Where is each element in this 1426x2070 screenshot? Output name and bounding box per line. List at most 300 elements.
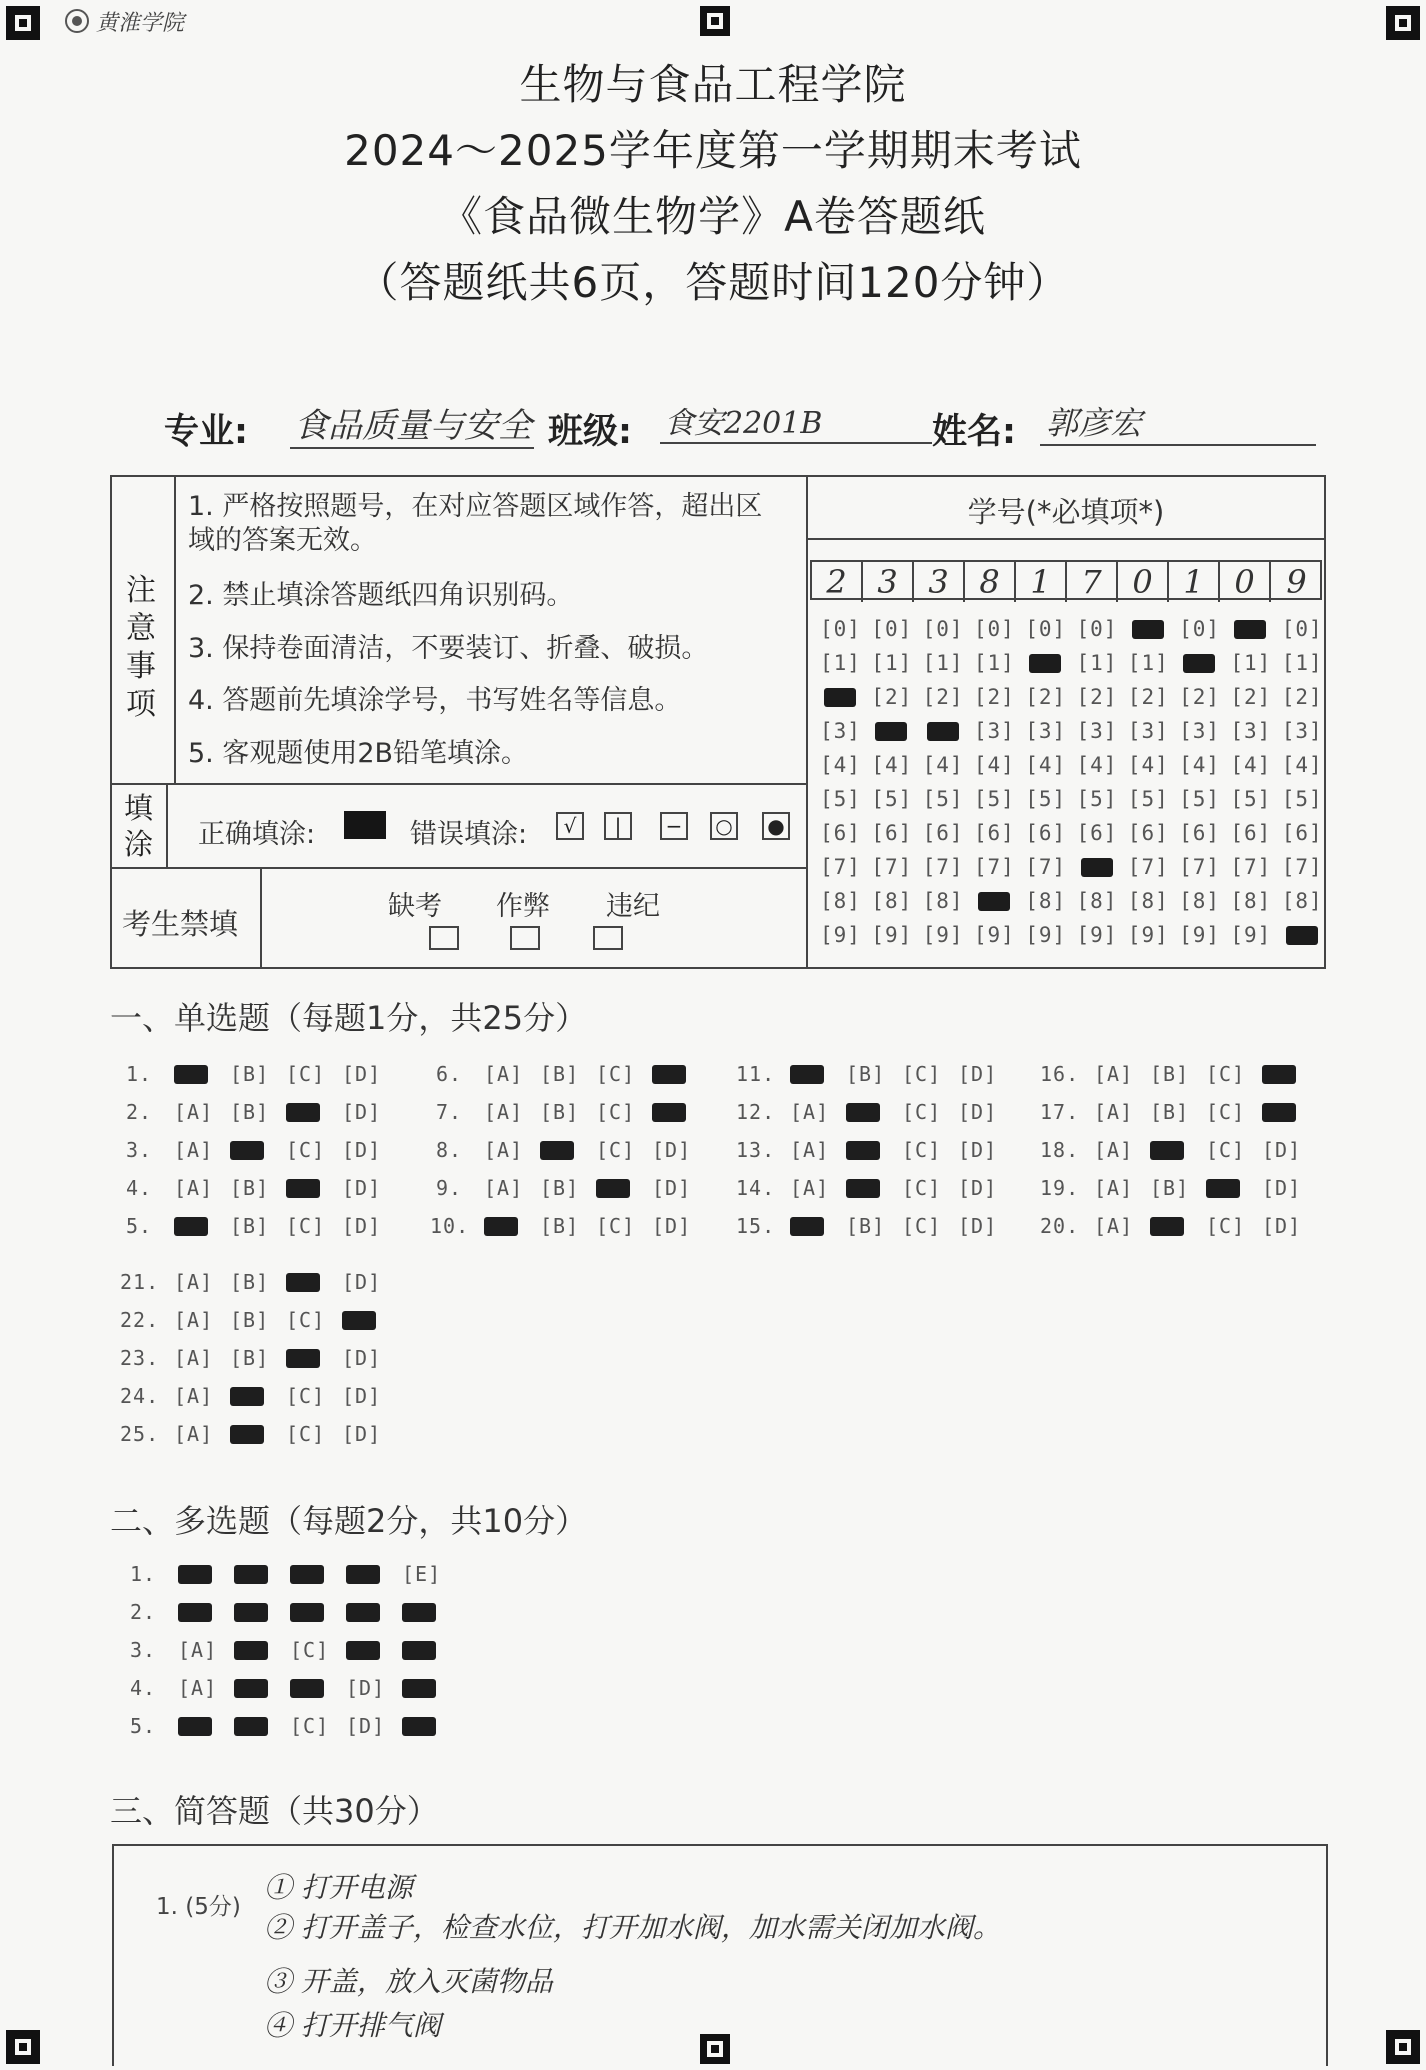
question-number: 14. [736,1176,776,1200]
answer-bubble[interactable]: [C] [1206,1100,1246,1124]
school-logo [64,4,184,38]
answer-bubble[interactable]: [B] [540,1176,580,1200]
question-number: 4. [126,1176,153,1200]
answer-bubble[interactable]: [D] [652,1138,692,1162]
student-id-bubble[interactable]: [5] [1281,787,1323,811]
student-id-bubble[interactable]: [8] [1230,889,1272,913]
answer-bubble[interactable]: [A] [174,1346,214,1370]
answer-bubble[interactable]: [C] [290,1638,330,1662]
answer-bubble[interactable]: [B] [230,1308,270,1332]
student-id-bubble[interactable]: [2] [1179,685,1221,709]
answer-bubble[interactable]: [A] [1094,1176,1134,1200]
student-id-bubble[interactable]: [5] [1127,787,1169,811]
answer-bubble-filled[interactable] [286,1273,320,1292]
student-id-digit[interactable]: 3 [914,562,965,602]
question-number: 2. [126,1100,153,1124]
answer-bubble-filled[interactable] [178,1565,212,1584]
student-id-bubble[interactable]: [1] [1281,651,1323,675]
class-value[interactable]: 食安2201B [660,398,932,444]
answer-bubble[interactable]: [B] [230,1062,270,1086]
answer-bubble-filled[interactable] [652,1065,686,1084]
answer-bubble-filled[interactable] [286,1349,320,1368]
answer-bubble[interactable]: [D] [958,1138,998,1162]
school-logo-text: 黄淮学院 [96,10,185,36]
answer-bubble[interactable]: [B] [230,1214,270,1238]
answer-bubble[interactable]: [C] [902,1214,942,1238]
question-number: 1. [130,1562,157,1586]
student-id-digit[interactable]: 1 [1169,562,1220,602]
student-id-bubble[interactable]: [9] [1230,923,1272,947]
answer-bubble[interactable]: [A] [178,1676,218,1700]
question-number: 16. [1040,1062,1080,1086]
student-id-bubble[interactable]: [0] [1025,617,1067,641]
student-id-digit[interactable]: 1 [1016,562,1067,602]
forbidden-violation-box[interactable] [593,926,623,950]
student-id-bubble[interactable]: [6] [871,821,913,845]
student-id-bubble[interactable]: [2] [922,685,964,709]
answer-bubble-filled[interactable] [234,1679,268,1698]
answer-bubble[interactable]: [A] [174,1308,214,1332]
student-id-bubble[interactable]: [0] [973,617,1015,641]
answer-bubble-filled[interactable] [290,1565,324,1584]
answer-bubble[interactable]: [C] [286,1138,326,1162]
student-id-bubble[interactable]: [4] [1127,753,1169,777]
answer-bubble[interactable]: [B] [1150,1176,1190,1200]
student-id-bubble[interactable]: [9] [820,923,861,947]
student-id-bubble[interactable]: [3] [1127,719,1169,743]
wrong-mark-dash: − [660,812,688,840]
name-value[interactable]: 郭彦宏 [1040,398,1316,446]
student-id-bubble[interactable]: [6] [922,821,964,845]
student-id-bubble[interactable]: [2] [1127,685,1169,709]
forbidden-label: 考生禁填 [122,907,239,941]
student-id-bubble[interactable]: [4] [871,753,913,777]
answer-bubble[interactable]: [B] [540,1214,580,1238]
answer-bubble-filled[interactable] [846,1103,880,1122]
answer-bubble[interactable]: [B] [1150,1100,1190,1124]
answer-bubble-filled[interactable] [174,1065,208,1084]
student-id-bubble[interactable]: [6] [820,821,861,845]
answer-bubble-filled[interactable] [846,1179,880,1198]
student-id-bubble[interactable]: [4] [1179,753,1221,777]
student-id-bubble[interactable]: [3] [1076,719,1118,743]
answer-bubble[interactable]: [A] [174,1100,214,1124]
answer-bubble-filled[interactable] [234,1603,268,1622]
answer-bubble[interactable]: [C] [1206,1138,1246,1162]
answer-bubble-filled[interactable] [178,1603,212,1622]
student-id-bubble[interactable]: [7] [1127,855,1169,879]
student-id-bubble[interactable]: [4] [922,753,964,777]
student-id-bubble[interactable]: [7] [1281,855,1323,879]
student-id-bubble-filled[interactable] [1132,620,1164,639]
wrong-mark-circle: ○ [710,812,738,840]
answer-bubble[interactable]: [B] [540,1062,580,1086]
answer-bubble[interactable]: [A] [484,1062,524,1086]
answer-bubble-filled[interactable] [1150,1217,1184,1236]
question-number: 20. [1040,1214,1080,1238]
student-id-bubble[interactable]: [9] [1025,923,1067,947]
student-id-bubble[interactable]: [6] [1076,821,1118,845]
answer-bubble[interactable]: [A] [484,1176,524,1200]
answer-bubble-filled[interactable] [342,1311,376,1330]
question-number: 6. [436,1062,463,1086]
student-id-bubble[interactable]: [2] [871,685,913,709]
answer-bubble[interactable]: [A] [174,1422,214,1446]
answer-bubble[interactable]: [B] [230,1270,270,1294]
student-id-bubble[interactable]: [7] [871,855,913,879]
student-id-bubble-filled[interactable] [1286,926,1318,945]
student-id-digit[interactable]: 0 [1220,562,1271,602]
student-id-bubble[interactable]: [5] [1076,787,1118,811]
answer-bubble[interactable]: [D] [1262,1138,1302,1162]
answer-bubble-filled[interactable] [234,1717,268,1736]
answer-bubble[interactable]: [A] [790,1100,830,1124]
header-exam: 2024～2025学年度第一学期期末考试 [344,126,1082,175]
answer-bubble[interactable]: [A] [178,1638,218,1662]
question-number: 24. [120,1384,160,1408]
answer-bubble-filled[interactable] [1150,1141,1184,1160]
student-id-bubble[interactable]: [7] [1230,855,1272,879]
student-id-bubble-filled[interactable] [1029,654,1061,673]
answer-bubble[interactable]: [A] [790,1176,830,1200]
answer-bubble[interactable]: [A] [484,1100,524,1124]
student-id-bubble[interactable]: [6] [1230,821,1272,845]
student-id-bubble[interactable]: [8] [922,889,964,913]
notice-item-3: 3. 保持卷面清洁，不要装订、折叠、破损。 [188,633,709,664]
student-id-bubble[interactable]: [1] [1230,651,1272,675]
answer-bubble[interactable]: [D] [342,1176,382,1200]
answer-bubble[interactable]: [D] [342,1214,382,1238]
student-id-bubble-filled[interactable] [978,892,1010,911]
question-number: 12. [736,1100,776,1124]
section2-title: 二、多选题（每题2分，共10分） [110,1502,588,1540]
answer-bubble[interactable]: [C] [286,1214,326,1238]
answer-bubble[interactable]: [D] [342,1138,382,1162]
question-number: 5. [130,1714,157,1738]
notice-side-label: 注意事项 [126,573,156,722]
answer-bubble-filled[interactable] [652,1103,686,1122]
wrong-mark-bar: | [604,812,632,840]
answer-bubble[interactable]: [D] [958,1176,998,1200]
header-info: （答题纸共6页，答题时间120分钟） [356,258,1070,307]
answer-bubble-filled[interactable] [174,1217,208,1236]
answer-bubble[interactable]: [D] [1262,1214,1302,1238]
answer-bubble[interactable]: [B] [846,1062,886,1086]
student-id-bubble[interactable]: [9] [973,923,1015,947]
student-id-bubble[interactable]: [3] [1179,719,1221,743]
answer-bubble[interactable]: [D] [958,1062,998,1086]
forbidden-absent-box[interactable] [429,926,459,950]
answer-bubble-filled[interactable] [234,1641,268,1660]
student-id-bubble[interactable]: [9] [922,923,964,947]
answer-bubble[interactable]: [C] [290,1714,330,1738]
answer-bubble-filled[interactable] [402,1603,436,1622]
student-id-bubble[interactable]: [0] [1281,617,1323,641]
answer-bubble[interactable]: [C] [1206,1214,1246,1238]
corner-mark-top-left [6,6,40,40]
answer-bubble[interactable]: [D] [342,1346,382,1370]
student-id-bubble[interactable]: [3] [973,719,1015,743]
student-id-bubble[interactable]: [5] [922,787,964,811]
answer-bubble-filled[interactable] [790,1065,824,1084]
student-id-bubble[interactable]: [1] [973,651,1015,675]
student-id-bubble[interactable]: [6] [1179,821,1221,845]
student-id-bubble[interactable]: [7] [1025,855,1067,879]
student-id-bubble[interactable]: [8] [871,889,913,913]
major-label: 专业: [164,412,248,452]
question-number: 4. [130,1676,157,1700]
answer-bubble[interactable]: [C] [902,1176,942,1200]
major-value[interactable]: 食品质量与安全 [290,398,534,449]
answer-bubble-filled[interactable] [230,1425,264,1444]
student-id-bubble-filled[interactable] [1081,858,1113,877]
student-id-bubble[interactable]: [5] [1025,787,1067,811]
question-number: 21. [120,1270,160,1294]
answer-bubble-filled[interactable] [286,1179,320,1198]
student-id-bubble[interactable]: [6] [1281,821,1323,845]
student-id-bubble[interactable]: [0] [922,617,964,641]
notice-item-4: 4. 答题前先填涂学号，书写姓名等信息。 [188,685,682,716]
student-id-title: 学号(*必填项*) [967,495,1165,529]
answer-bubble-filled[interactable] [346,1641,380,1660]
student-id-digit[interactable]: 8 [965,562,1016,602]
answer-bubble[interactable]: [D] [342,1100,382,1124]
q1-answer-line-1: ① 打开电源 [264,1871,413,1904]
answer-bubble-filled[interactable] [230,1387,264,1406]
answer-bubble[interactable]: [D] [342,1384,382,1408]
notice-item-5: 5. 客观题使用2B铅笔填涂。 [188,738,529,769]
answer-bubble[interactable]: [E] [402,1562,442,1586]
student-id-bubble[interactable]: [6] [1127,821,1169,845]
student-id-bubble-filled[interactable] [824,688,856,707]
answer-bubble[interactable]: [D] [652,1176,692,1200]
student-id-digit[interactable]: 2 [812,562,863,602]
answer-bubble-filled[interactable] [286,1103,320,1122]
answer-bubble[interactable]: [A] [484,1138,524,1162]
student-id-bubble[interactable]: [3] [1230,719,1272,743]
student-id-bubble-filled[interactable] [1234,620,1266,639]
question-number: 23. [120,1346,160,1370]
question-number: 1. [126,1062,153,1086]
question-number: 8. [436,1138,463,1162]
student-id-bubble[interactable]: [4] [1076,753,1118,777]
answer-bubble[interactable]: [C] [596,1138,636,1162]
answer-bubble-filled[interactable] [290,1603,324,1622]
section3-title: 三、简答题（共30分） [110,1792,439,1830]
q1-answer-line-3: ③ 开盖，放入灭菌物品 [264,1965,553,1998]
answer-bubble-filled[interactable] [346,1565,380,1584]
answer-bubble[interactable]: [D] [342,1062,382,1086]
answer-bubble-filled[interactable] [484,1217,518,1236]
answer-bubble-filled[interactable] [402,1679,436,1698]
answer-bubble[interactable]: [C] [1206,1062,1246,1086]
answer-bubble-filled[interactable] [540,1141,574,1160]
divider [110,783,808,785]
notice-side-divider [174,475,176,783]
answer-bubble-filled[interactable] [234,1565,268,1584]
student-id-bubble[interactable]: [0] [820,617,861,641]
alignment-mark-top [700,6,730,36]
forbidden-cheat-label: 作弊 [496,891,550,922]
notice-item-2: 2. 禁止填涂答题纸四角识别码。 [188,580,574,611]
answer-bubble[interactable]: [A] [790,1138,830,1162]
student-id-bubble-filled[interactable] [875,722,907,741]
class-label: 班级: [548,412,632,452]
answer-bubble[interactable]: [D] [958,1100,998,1124]
answer-bubble[interactable]: [C] [286,1308,326,1332]
answer-bubble[interactable]: [C] [902,1062,942,1086]
question-number: 25. [120,1422,160,1446]
student-id-bubble[interactable]: [9] [1179,923,1221,947]
answer-bubble-filled[interactable] [178,1717,212,1736]
corner-mark-top-right [1386,6,1420,40]
answer-bubble[interactable]: [C] [596,1100,636,1124]
student-id-bubble-filled[interactable] [1183,654,1215,673]
answer-bubble-filled[interactable] [346,1603,380,1622]
question-number: 22. [120,1308,160,1332]
student-id-bubble[interactable]: [5] [1179,787,1221,811]
student-id-bubble[interactable]: [2] [1076,685,1118,709]
answer-bubble-filled[interactable] [1206,1179,1240,1198]
forbidden-absent-label: 缺考 [388,891,442,922]
student-id-digit[interactable]: 9 [1286,563,1307,601]
student-id-digit[interactable]: 3 [863,562,914,602]
student-id-bubble[interactable]: [8] [820,889,861,913]
q1-label: 1. (5分) [156,1894,241,1920]
answer-bubble-filled[interactable] [290,1679,324,1698]
student-id-digit[interactable]: 7 [1067,562,1118,602]
student-id-bubble[interactable]: [1] [871,651,913,675]
student-id-bubble[interactable]: [8] [1127,889,1169,913]
student-id-bubble[interactable]: [8] [1281,889,1323,913]
answer-bubble[interactable]: [D] [342,1270,382,1294]
answer-bubble[interactable]: [C] [596,1062,636,1086]
student-id-bubble[interactable]: [4] [973,753,1015,777]
student-id-bubble[interactable]: [1] [922,651,964,675]
correct-fill-label: 正确填涂: [198,819,316,850]
question-number: 2. [130,1600,157,1624]
answer-bubble[interactable]: [C] [902,1138,942,1162]
question-number: 19. [1040,1176,1080,1200]
student-id-bubble[interactable]: [1] [820,651,861,675]
answer-bubble[interactable]: [A] [174,1384,214,1408]
student-id-bubble[interactable]: [1] [1076,651,1118,675]
student-id-bubble[interactable]: [2] [1025,685,1067,709]
student-id-bubble[interactable]: [2] [1281,685,1323,709]
answer-bubble[interactable]: [A] [1094,1062,1134,1086]
answer-bubble[interactable]: [B] [1150,1062,1190,1086]
student-id-bubble[interactable]: [0] [871,617,913,641]
answer-bubble[interactable]: [A] [1094,1100,1134,1124]
student-id-bubble[interactable]: [2] [1230,685,1272,709]
answer-bubble-filled[interactable] [790,1217,824,1236]
answer-bubble-filled[interactable] [846,1141,880,1160]
student-id-bubble[interactable]: [8] [1179,889,1221,913]
student-id-bubble[interactable]: [0] [1076,617,1118,641]
question-number: 9. [436,1176,463,1200]
student-id-bubble[interactable]: [9] [1127,923,1169,947]
student-id-bubble[interactable]: [5] [973,787,1015,811]
student-id-bubble[interactable]: [8] [1025,889,1067,913]
answer-bubble[interactable]: [A] [174,1138,214,1162]
student-id-bubble[interactable]: [4] [1230,753,1272,777]
student-id-bubble[interactable]: [9] [1076,923,1118,947]
answer-bubble[interactable]: [C] [902,1100,942,1124]
answer-bubble[interactable]: [A] [1094,1138,1134,1162]
answer-bubble[interactable]: [D] [346,1714,386,1738]
student-id-bubble[interactable]: [3] [1025,719,1067,743]
student-id-bubble[interactable]: [7] [922,855,964,879]
forbidden-cheat-box[interactable] [510,926,540,950]
answer-bubble-filled[interactable] [1262,1103,1296,1122]
student-id-bubble[interactable]: [7] [820,855,861,879]
school-logo-icon [64,8,90,34]
student-id-bubble[interactable]: [5] [820,787,861,811]
student-id-bubble[interactable]: [5] [871,787,913,811]
forbidden-side-divider [260,867,262,969]
answer-bubble[interactable]: [A] [1094,1214,1134,1238]
answer-bubble[interactable]: [B] [230,1100,270,1124]
corner-mark-bottom-right [1386,2030,1420,2064]
notice-item-1: 1. 严格按照题号，在对应答题区域作答，超出区域的答案无效。 [188,491,763,556]
student-id-bubble[interactable]: [7] [1179,855,1221,879]
wrong-fill-label: 错误填涂: [410,819,528,850]
answer-bubble[interactable]: [C] [286,1062,326,1086]
answer-bubble[interactable]: [B] [230,1176,270,1200]
student-id-bubble[interactable]: [2] [973,685,1015,709]
answer-bubble-filled[interactable] [402,1641,436,1660]
answer-bubble-filled[interactable] [402,1717,436,1736]
answer-bubble[interactable]: [D] [1262,1176,1302,1200]
answer-bubble[interactable]: [B] [540,1100,580,1124]
answer-bubble[interactable]: [B] [230,1346,270,1370]
student-id-bubble[interactable]: [6] [973,821,1015,845]
answer-bubble[interactable]: [D] [652,1214,692,1238]
student-id-bubble[interactable]: [8] [1076,889,1118,913]
student-id-bubble[interactable]: [6] [1025,821,1067,845]
answer-bubble[interactable]: [A] [174,1176,214,1200]
student-id-bubble[interactable]: [4] [1281,753,1323,777]
answer-bubble[interactable]: [C] [596,1214,636,1238]
answer-bubble[interactable]: [D] [342,1422,382,1446]
student-id-bubble[interactable]: [3] [820,719,861,743]
student-id-bubble[interactable]: [7] [973,855,1015,879]
answer-bubble-filled[interactable] [230,1141,264,1160]
student-id-bubble[interactable]: [5] [1230,787,1272,811]
student-id-bubble-filled[interactable] [927,722,959,741]
answer-bubble[interactable]: [C] [286,1422,326,1446]
answer-bubble-filled[interactable] [596,1179,630,1198]
student-id-bubble[interactable]: [1] [1127,651,1169,675]
question-number: 11. [736,1062,776,1086]
answer-bubble[interactable]: [D] [346,1676,386,1700]
answer-bubble[interactable]: [C] [286,1384,326,1408]
answer-bubble[interactable]: [A] [174,1270,214,1294]
question-number: 17. [1040,1100,1080,1124]
student-id-bubble[interactable]: [4] [1025,753,1067,777]
divider [806,538,1326,540]
header-department: 生物与食品工程学院 [519,60,907,109]
student-id-bubble[interactable]: [3] [1281,719,1323,743]
answer-bubble[interactable]: [B] [846,1214,886,1238]
student-id-bubble[interactable]: [0] [1179,617,1221,641]
question-number: 3. [126,1138,153,1162]
student-id-bubble[interactable]: [9] [871,923,913,947]
student-id-bubble[interactable]: [4] [820,753,861,777]
answer-bubble-filled[interactable] [1262,1065,1296,1084]
answer-bubble[interactable]: [D] [958,1214,998,1238]
student-id-digit[interactable]: 0 [1118,562,1169,602]
